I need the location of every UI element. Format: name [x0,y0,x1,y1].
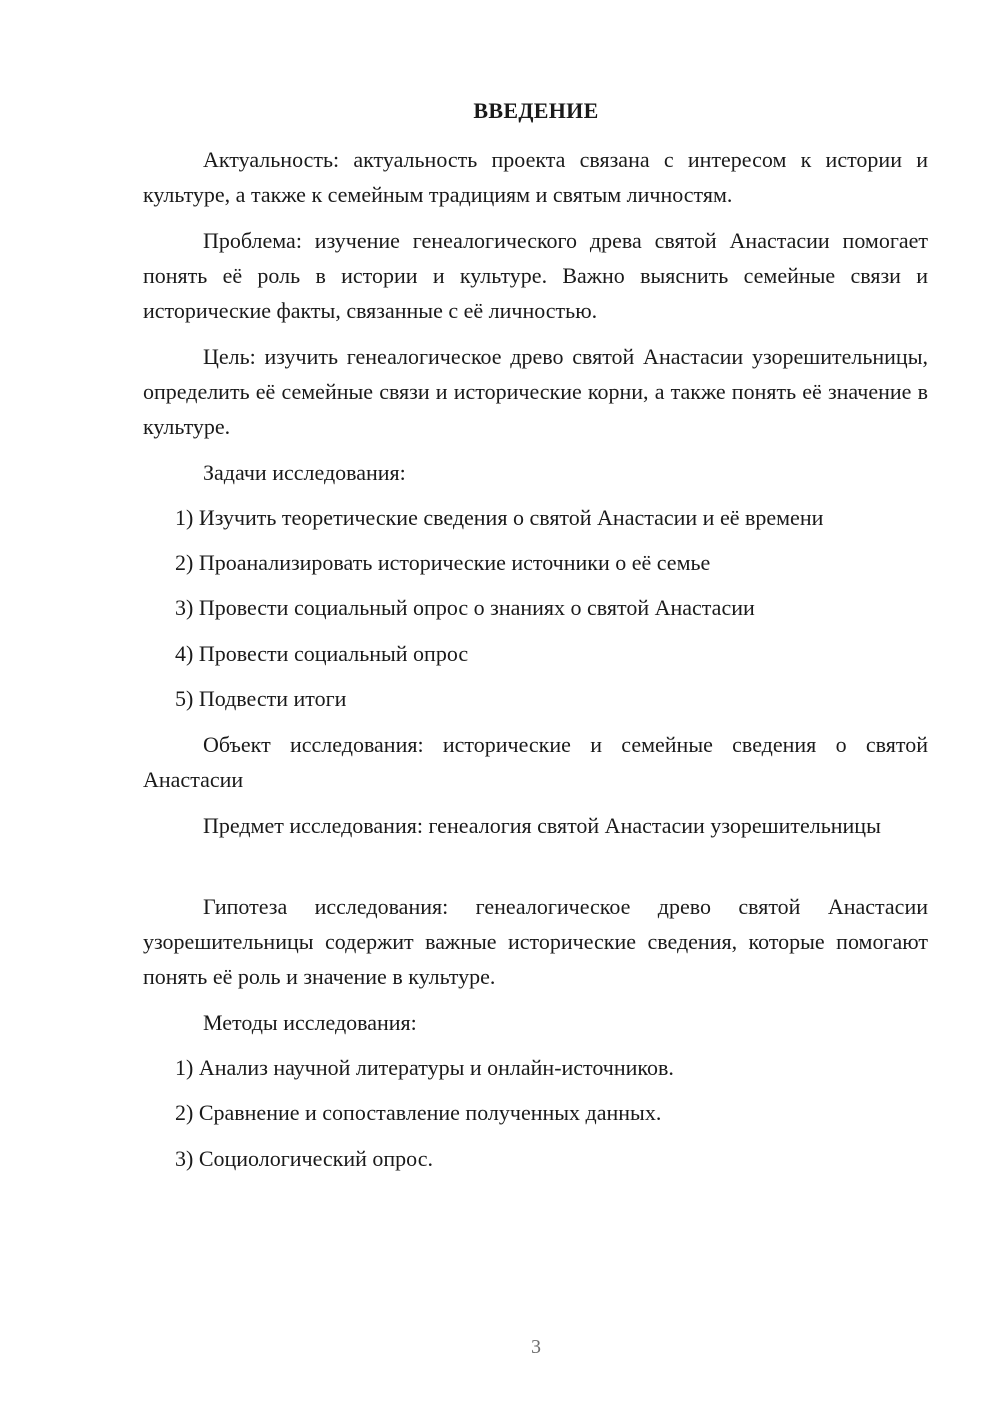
task-text: Подвести итоги [198,686,347,711]
task-item [175,681,346,716]
method-text: Социологический опрос. [198,1146,433,1171]
method-number: 3) [175,1146,194,1171]
task-number: 4) [175,641,194,666]
method-number: 1) [175,1055,194,1080]
task-item [175,636,468,671]
method-text: Анализ научной литературы и онлайн-источников. [198,1055,674,1080]
goal-paragraph: Цель: изучить генеалогическое древо святой Анастасии узорешительницы, определить её семейные связи и исторические корни, а также понять её значение в культуре. [143,344,928,439]
methods-heading: Методы исследования: [203,1010,417,1035]
method-item [175,1095,661,1130]
task-text: Проанализировать исторические источники о её семье [198,550,711,575]
method-text: Сравнение и сопоставление полученных данных. [198,1100,662,1125]
task-text: Провести социальный опрос [198,641,469,666]
task-number: 5) [175,686,194,711]
task-number: 3) [175,595,194,620]
page-number: 3 [531,1336,541,1358]
object-paragraph: Объект исследования: исторические и семейные сведения о святой Анастасии [143,732,928,792]
task-text: Провести социальный опрос о знаниях о святой Анастасии [198,595,755,620]
subject-paragraph: Предмет исследования: генеалогия святой Анастасии узорешительницы [203,813,881,838]
method-item [175,1050,674,1085]
hypothesis-paragraph: Гипотеза исследования: генеалогическое древо святой Анастасии узорешительницы содержит важные исторические сведения, которые помогают понять её роль и значение в культуре. [143,894,928,989]
task-number: 1) [175,505,194,530]
task-item [175,500,823,535]
tasks-heading: Задачи исследования: [203,460,406,485]
task-text: Изучить теоретические сведения о святой Анастасии и её времени [198,505,824,530]
task-item [175,545,710,580]
relevance-paragraph: Актуальность: актуальность проекта связана с интересом к истории и культуре, а также к семейным традициям и святым личностям. [143,147,928,207]
section-title: ВВЕДЕНИЕ [473,98,599,123]
problem-paragraph: Проблема: изучение генеалогического древа святой Анастасии помогает понять её роль в истории и культуре. Важно выяснить семейные связи и исторические факты, связанные с её личностью. [143,228,928,323]
method-item [175,1141,433,1176]
task-number: 2) [175,550,194,575]
method-number: 2) [175,1100,194,1125]
task-item [175,590,755,625]
